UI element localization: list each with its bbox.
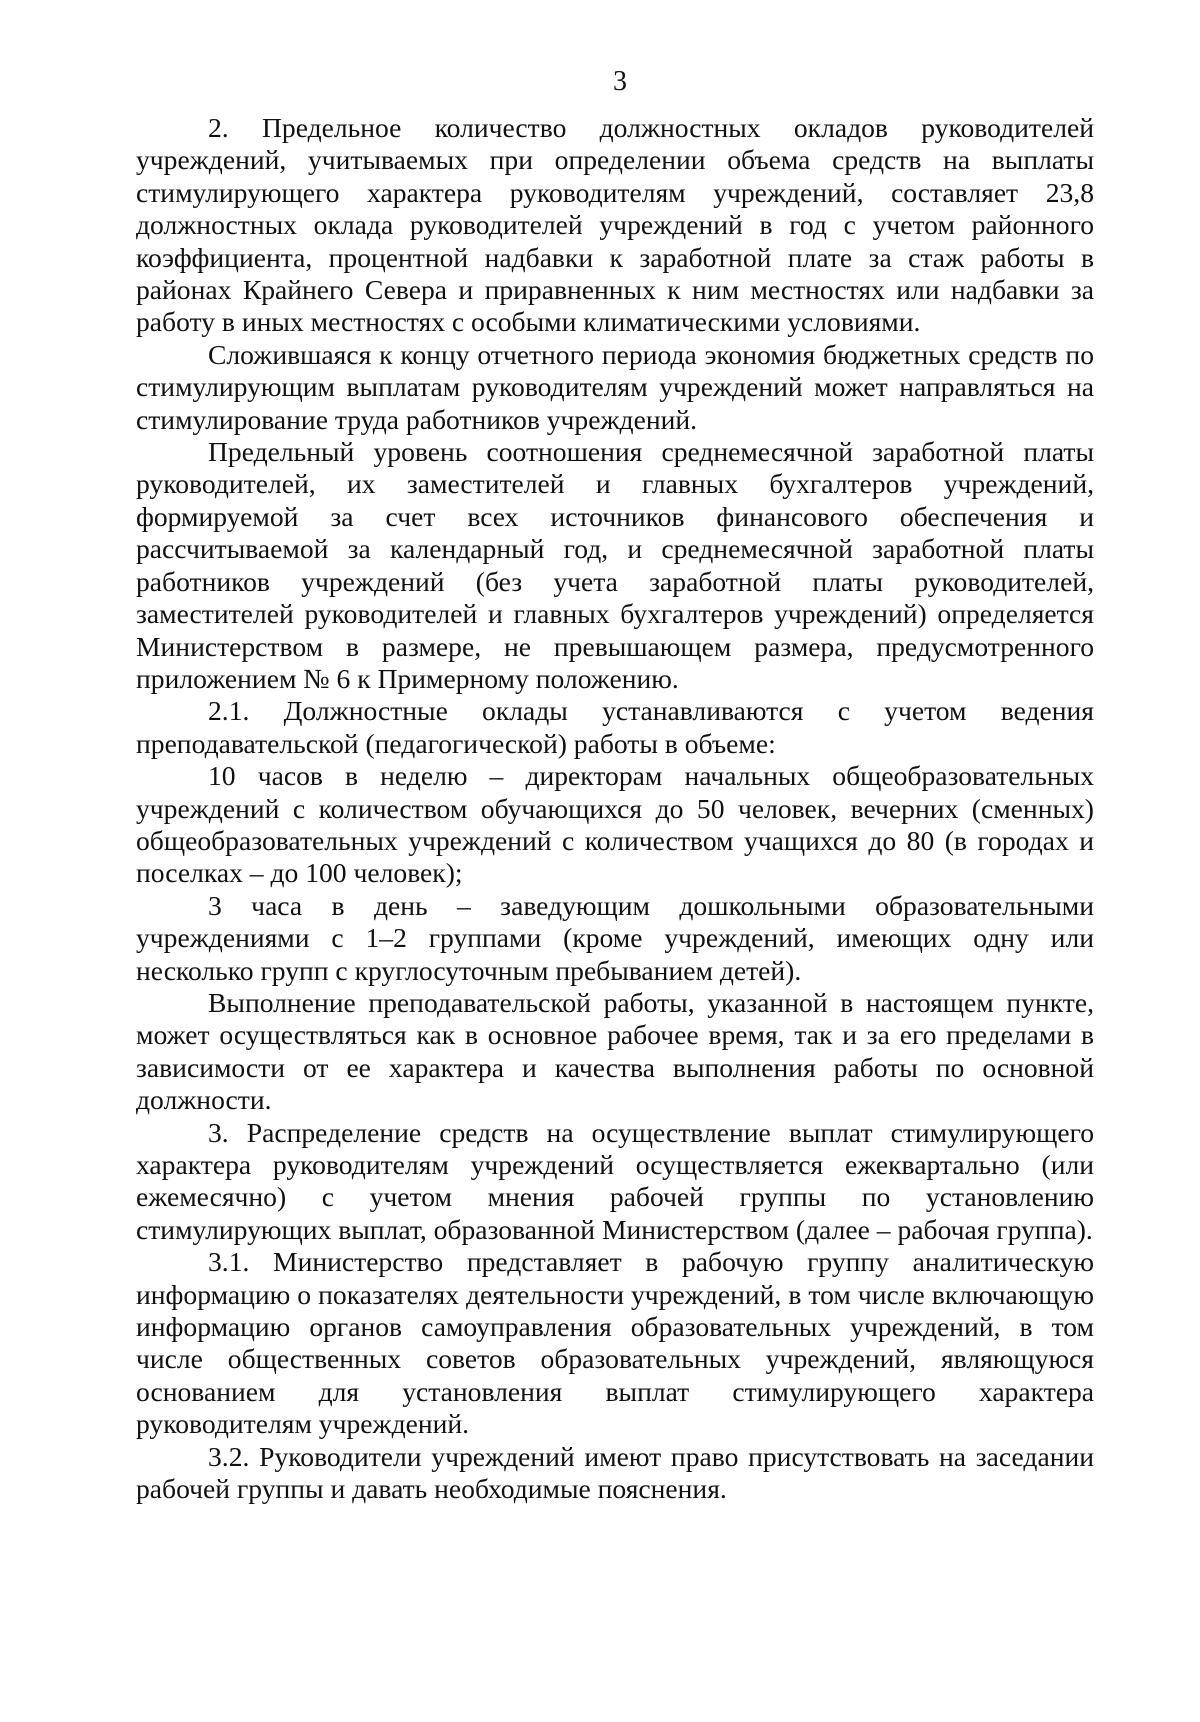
paragraph-teaching-work: Выполнение преподавательской работы, указанной в настоящем пункте, может осуществляться как в основное рабочее время, так и за его пределами в зависимости от ее характера и качества выполнения работы по основной должности. — [136, 986, 1094, 1116]
page-number: 3 — [613, 66, 627, 97]
paragraph-3-1: 3.1. Министерство представляет в рабочую группу аналитическую информацию о показателях деятельности учреждений, в том числе включающую информацию органов самоуправления образовательных учреждений, в том числе общественных советов образовательных учреждений, являющуюся основанием для установления выплат стимулирующего характера руководителям учреждений. — [136, 1246, 1094, 1440]
paragraph-3-hours: 3 часа в день – заведующим дошкольными образовательными учреждениями с 1–2 группами (кроме учреждений, имеющих одну или несколько групп с круглосуточным пребыванием детей). — [136, 889, 1094, 986]
paragraph-10-hours: 10 часов в неделю – директорам начальных общеобразовательных учреждений с количеством обучающихся до 50 человек, вечерних (сменных) общеобразовательных учреждений с количеством учащихся до 80 (в городах и поселках – до 100 человек); — [136, 760, 1094, 889]
paragraph-savings: Сложившаяся к концу отчетного периода экономия бюджетных средств по стимулирующим выплатам руководителям учреждений может направляться на стимулирование труда работников учреждений. — [136, 338, 1094, 435]
paragraph-salary-ratio: Предельный уровень соотношения среднемесячной заработной платы руководителей, их заместителей и главных бухгалтеров учреждений, формируемой за счет всех источников финансового обеспечения и рассчитываемой за календарный год, и среднемесячной заработной платы работников учреждений (без учета заработной платы руководителей, заместителей руководителей и главных бухгалтеров учреждений) определяется Министерством в размере, не превышающем размера, предусмотренного приложением № 6 к Примерному положению. — [136, 436, 1094, 694]
paragraph-2: 2. Предельное количество должностных окладов руководителей учреждений, учитываемых при определении объема средств на выплаты стимулирующего характера руководителям учреждений, составляет 23,8 должностных оклада руководителей учреждений в год с учетом районного коэффициента, процентной надбавки к заработной плате за стаж работы в районах Крайнего Севера и приравненных к ним местностях или надбавки за работу в иных местностях с особыми климатическими условиями. — [136, 112, 1094, 338]
paragraph-3-2: 3.2. Руководители учреждений имеют право присутствовать на заседании рабочей группы и давать необходимые пояснения. — [136, 1440, 1094, 1505]
paragraph-2-1: 2.1. Должностные оклады устанавливаются с учетом ведения преподавательской (педагогической) работы в объеме: — [136, 695, 1094, 759]
paragraph-3: 3. Распределение средств на осуществление выплат стимулирующего характера руководителям учреждений осуществляется ежеквартально (или ежемесячно) с учетом мнения рабочей группы по установлению стимулирующих выплат, образованной Министерством (далее – рабочая группа). — [136, 1116, 1094, 1245]
document-body — [136, 112, 1094, 1505]
